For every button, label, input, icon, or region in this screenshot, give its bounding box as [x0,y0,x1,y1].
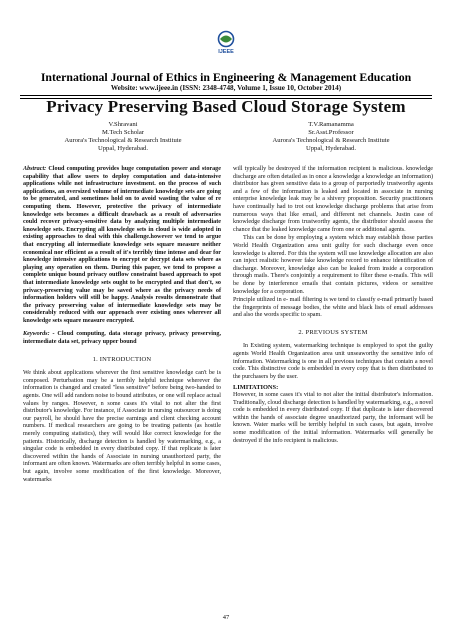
previous-system-text: In Existing system, watermarking technique is employed to spot the guilty agents World Health Organization area unit unseaworthy the sensitive info of information. Watermarking is one in all previous techniques that contain a novel code. This distinctive code is embedded in every copy that is then distributed to the purchasers by the user. [233,343,433,380]
author-block-1 [18,121,228,153]
paper-title: Privacy Preserving Based Cloud Storage System [46,97,406,116]
ijeee-logo-icon [209,30,243,54]
journal-subtitle: Website: www.ijeee.in (ISSN: 2348-4748, Volume 1, Issue 10, October 2014) [110,84,342,92]
journal-logo [0,30,452,59]
author-location: Uppal, Hyderabad. [98,145,148,152]
abstract-label: Abstract: [23,166,47,172]
author-name: V.Shravani [108,121,138,128]
right-column [233,166,433,446]
author-name: T.V.Ramanamma [308,121,354,128]
logo-text: IJEEE [218,49,234,54]
body-paragraph-1: will typically be destroyed if the information recipient is malicious. knowledge discharge are often detailed as in once a knowledge a knowledge an information) distributor has given sensitive data to a group of purportedly trustworthy agents and a few of the information is leaked and located in associate in nursing enterprise knowledge leak may be a shivery proposition. Security practitioners have continually had to trot out knowledge discharge problems that arise from numerous ways that like email, and different net channels. Justin case of knowledge discharge from trustworthy agents, the distributor should assess the chance that the leaked knowledge came from one or additional agents. [233,166,433,233]
section-heading-previous-system: 2. PREVIOUS SYSTEM [298,328,368,336]
limitations-heading: LIMITATIONS: [233,384,279,392]
author-location: Uppal, Hyderabad. [306,145,356,152]
left-column [23,166,221,485]
author-affiliation: Aurora's Technological & Research Institute [64,137,182,144]
abstract-text: Cloud computing provides huge computation power and storage capability that allow users to deploy computation and data-intensive applications while not infrastructure investment. on the process of such applications, an oversized volume of intermediate knowledge sets are going to be generated, and sometimes hold on to avoid wasting the value of re computing them. However, protective the privacy of intermediate knowledge sets becomes a difficult drawback as a result of adversaries could recover privacy-sensitive data by analyzing multiple intermediate knowledge sets. Encrypting all knowledge sets in cloud is wide adopted in existing approaches to deal with this challenge.however we tend to argue that encrypting all intermediate knowledge sets square measure neither economical nor efficient as a result of it's terribly time intense and dear for knowledge intensive applications to encrypt or decrypt data sets where as playing any operation on them. During this paper, we tend to propose a complete unique bound privacy outflow constraint based approach to spot that intermediate knowledge sets ought to be encrypted and that don't, so privacy-preserving value may be saved where as the privacy needs of information holders will still be happy. Analysis results demonstrate that the privacy preserving value of intermediate knowledge sets may be considerably reduced with our approach over existing ones wherever all knowledge sets square measure encrypted. [23,166,221,324]
limitations-text: However, in some cases it's vital to not alter the initial distributor's information. Traditionally, cloud discharge detection is handled by watermarking, e.g., a novel code is embedded in every distributed copy. If that duplicate is later discovered within the hands of associate degree unauthorized party, the informant will be known. Water marks will be terribly helpful in such cases, but again, involve some modification of the initial information. Watermarks will generally be destroyed if the info recipient is malicious. [233,392,433,444]
header-rule-thick [20,95,432,96]
author-role: Sr.Asst.Professor [308,129,354,136]
introduction-text: We think about applications wherever the first sensitive knowledge can't be is composed. Perturbation may be a terribly helpful technique wherever the information is changed and created "less sensitive" before being two-handed to agents. One will add random noise to bound attributes, or one will replace actual values by ranges. However, n some cases it's vital to not alter the first distributor's knowledge. For instance, if Associate in nursing outsourcer is doing our payroll, he should have the precise earnings and client checking account numbers. If medical researchers are going to be treating patients (as hostile merely computing statistics), they will would like correct knowledge for the patients. Historically, discharge detection is handled by watermarking, e.g., a singular code is embedded in every distributed copy. If that replicate is later discovered within the hands of Associate in nursing unauthorized party, the informant are often known. Watermarks are often terribly helpful in some cases, but again, involve some modification of the first knowledge. Moreover, watermarks [23,370,221,483]
page-number: 47 [222,614,230,621]
body-paragraph-2: This can be done by employing a system which may establish those parties World Health Organization area unit guilty for such discharge even once knowledge is altered. For this the system will use knowledge allocation are also can inject realistic however fake knowledge record to enhance identification of discharge. Moreover, knowledge also can be leaked from inside a corporation through mails. There's conjointly a requirement to filter these e-mails. This will be done by interference emails that contain pictures, videos or sensitive knowledge for a corporation. [233,235,433,295]
keywords-label: Keywords: - [23,331,55,338]
section-heading-introduction: 1. INTRODUCTION [92,355,152,363]
author-role: M.Tech Scholar [101,129,145,136]
journal-title: International Journal of Ethics in Engineering & Management Education [40,70,412,84]
body-paragraph-3: Principle utilized in e- mail filtering is we tend to classify e-mail primarily based the fingerprints of message bodies, the white and black lists of email addresses and also the words specific to spam. [233,297,433,319]
keywords [23,331,221,346]
author-block-2 [226,121,436,153]
author-affiliation: Aurora's Technological & Research Institute [272,137,390,144]
abstract [23,166,221,325]
keywords-text: Cloud computing, data storage privacy, privacy preserving, intermediate data set, privacy upper bound [23,331,222,346]
